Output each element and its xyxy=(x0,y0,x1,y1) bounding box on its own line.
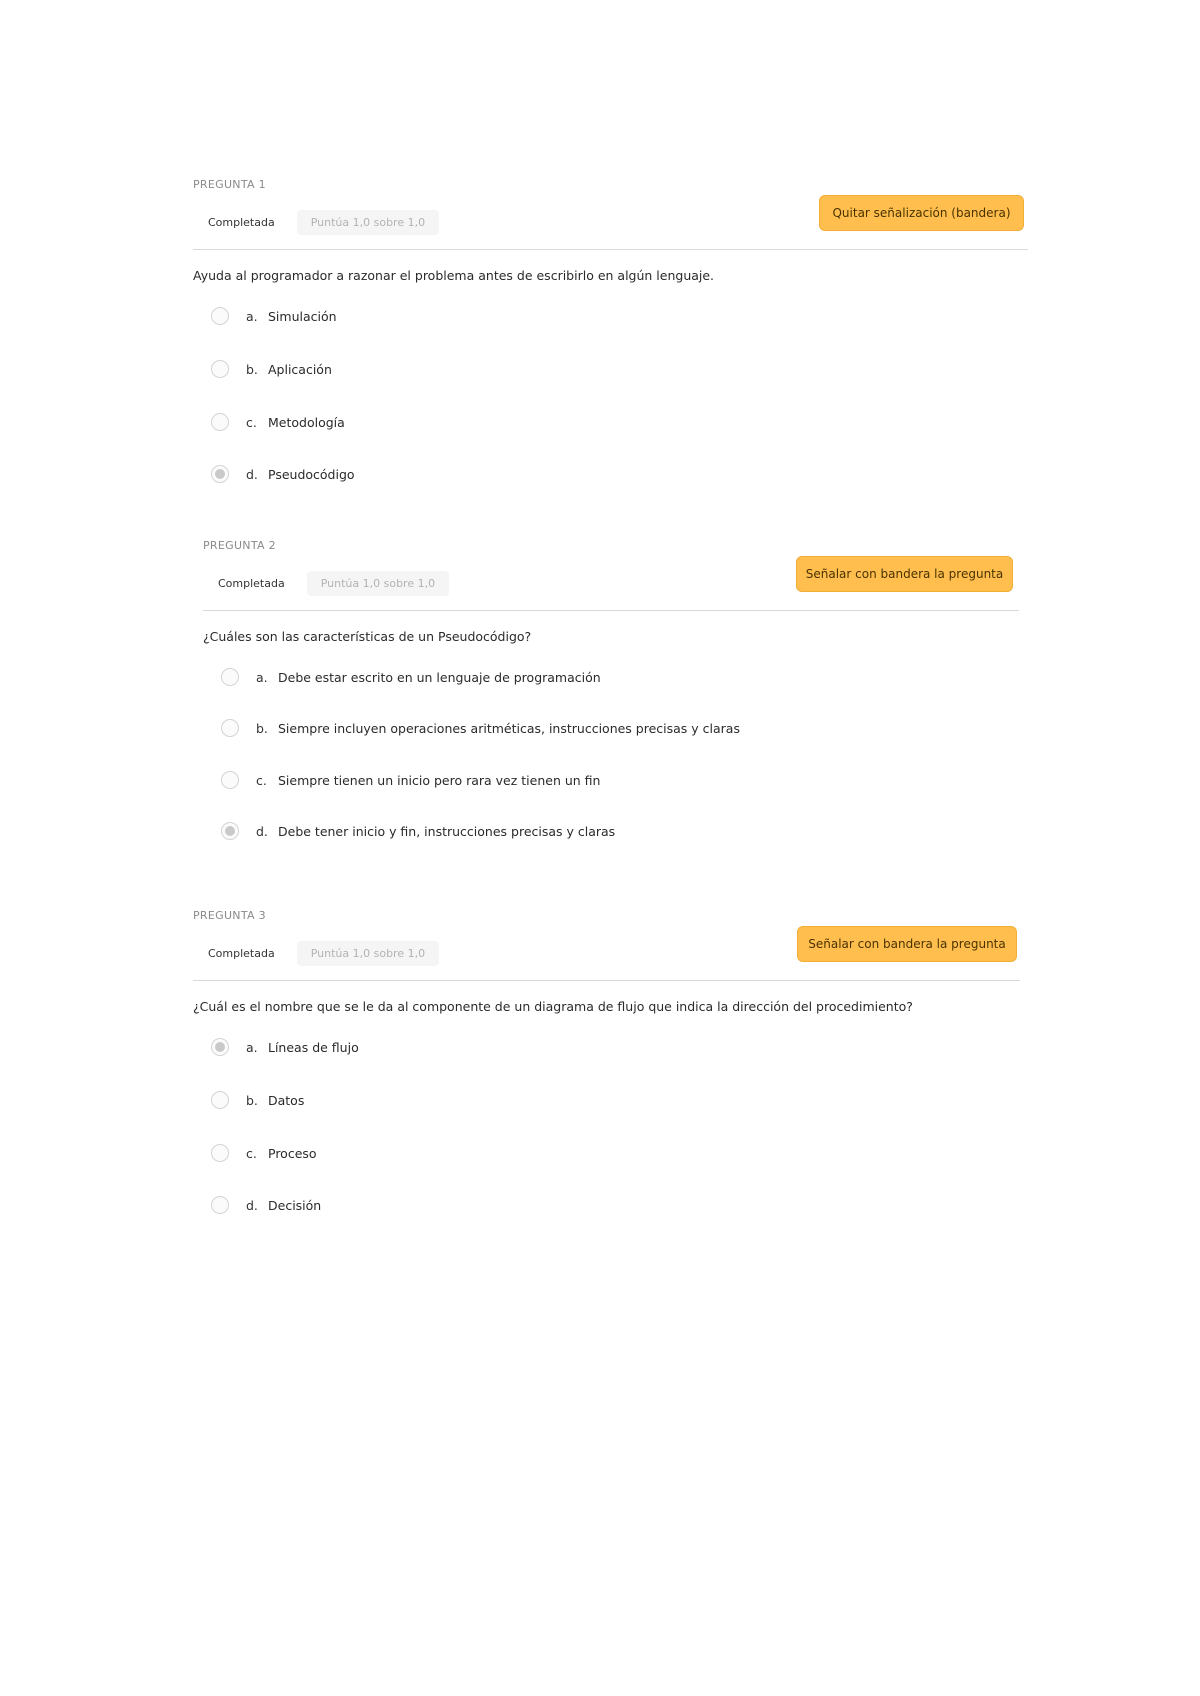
option-b[interactable] xyxy=(211,1088,304,1112)
option-a[interactable] xyxy=(211,304,337,328)
question-status-row xyxy=(193,939,439,967)
radio-button-selected[interactable] xyxy=(211,1038,229,1056)
option-letter: a. xyxy=(256,669,268,685)
option-text: Aplicación xyxy=(268,361,332,377)
question-divider xyxy=(193,980,1020,981)
score-badge: Puntúa 1,0 sobre 1,0 xyxy=(307,571,449,596)
option-letter: c. xyxy=(246,1145,257,1161)
radio-button[interactable] xyxy=(211,360,229,378)
flag-button[interactable]: Señalar con bandera la pregunta xyxy=(797,926,1017,962)
question-text: Ayuda al programador a razonar el problema antes de escribirlo en algún lenguaje. xyxy=(193,268,715,283)
question-status-row xyxy=(193,208,439,236)
option-b[interactable] xyxy=(211,357,332,381)
question-1 xyxy=(193,178,1028,508)
status-text: Completada xyxy=(218,576,285,590)
flag-button[interactable]: Quitar señalización (bandera) xyxy=(819,195,1024,231)
option-letter: b. xyxy=(256,720,268,736)
option-letter: d. xyxy=(256,823,268,839)
option-text: Decisión xyxy=(268,1197,322,1213)
score-badge: Puntúa 1,0 sobre 1,0 xyxy=(297,941,439,966)
question-text: ¿Cuál es el nombre que se le da al componente de un diagrama de flujo que indica la dirección del procedimiento? xyxy=(193,999,913,1014)
option-d[interactable] xyxy=(211,462,355,486)
radio-button-selected[interactable] xyxy=(211,465,229,483)
option-d[interactable] xyxy=(211,1193,321,1217)
option-c[interactable] xyxy=(211,1141,317,1165)
option-text: Metodología xyxy=(268,414,345,430)
option-text: Siempre tienen un inicio pero rara vez tienen un fin xyxy=(278,772,601,788)
option-letter: c. xyxy=(256,772,267,788)
option-text: Simulación xyxy=(268,308,337,324)
option-a[interactable] xyxy=(221,665,601,689)
question-label: PREGUNTA 2 xyxy=(203,539,276,552)
option-text: Datos xyxy=(268,1092,305,1108)
option-c[interactable] xyxy=(221,768,600,792)
option-letter: a. xyxy=(246,308,258,324)
question-label: PREGUNTA 3 xyxy=(193,909,266,922)
question-divider xyxy=(203,610,1019,611)
question-status-row xyxy=(203,569,449,597)
flag-button[interactable]: Señalar con bandera la pregunta xyxy=(796,556,1013,592)
radio-button[interactable] xyxy=(211,413,229,431)
option-letter: b. xyxy=(246,1092,258,1108)
radio-button[interactable] xyxy=(211,307,229,325)
option-d[interactable] xyxy=(221,819,615,843)
status-text: Completada xyxy=(208,215,275,229)
score-badge: Puntúa 1,0 sobre 1,0 xyxy=(297,210,439,235)
question-divider xyxy=(193,249,1028,250)
option-text: Siempre incluyen operaciones aritméticas, instrucciones precisas y claras xyxy=(278,720,740,736)
radio-button[interactable] xyxy=(221,771,239,789)
radio-button-selected[interactable] xyxy=(221,822,239,840)
radio-button[interactable] xyxy=(221,668,239,686)
question-2 xyxy=(203,539,1023,869)
option-letter: b. xyxy=(246,361,258,377)
status-text: Completada xyxy=(208,946,275,960)
option-letter: a. xyxy=(246,1039,258,1055)
radio-button[interactable] xyxy=(211,1196,229,1214)
option-letter: d. xyxy=(246,466,258,482)
radio-button[interactable] xyxy=(211,1091,229,1109)
radio-button[interactable] xyxy=(221,719,239,737)
radio-button[interactable] xyxy=(211,1144,229,1162)
question-3 xyxy=(193,909,1028,1239)
option-c[interactable] xyxy=(211,410,345,434)
option-a[interactable] xyxy=(211,1035,359,1059)
question-text: ¿Cuáles son las características de un Pseudocódigo? xyxy=(203,629,532,644)
option-text: Debe tener inicio y fin, instrucciones precisas y claras xyxy=(278,823,616,839)
option-text: Líneas de flujo xyxy=(268,1039,359,1055)
option-text: Debe estar escrito en un lenguaje de programación xyxy=(278,669,601,685)
option-letter: c. xyxy=(246,414,257,430)
option-text: Pseudocódigo xyxy=(268,466,355,482)
option-text: Proceso xyxy=(268,1145,317,1161)
question-label: PREGUNTA 1 xyxy=(193,178,266,191)
option-b[interactable] xyxy=(221,716,740,740)
option-letter: d. xyxy=(246,1197,258,1213)
